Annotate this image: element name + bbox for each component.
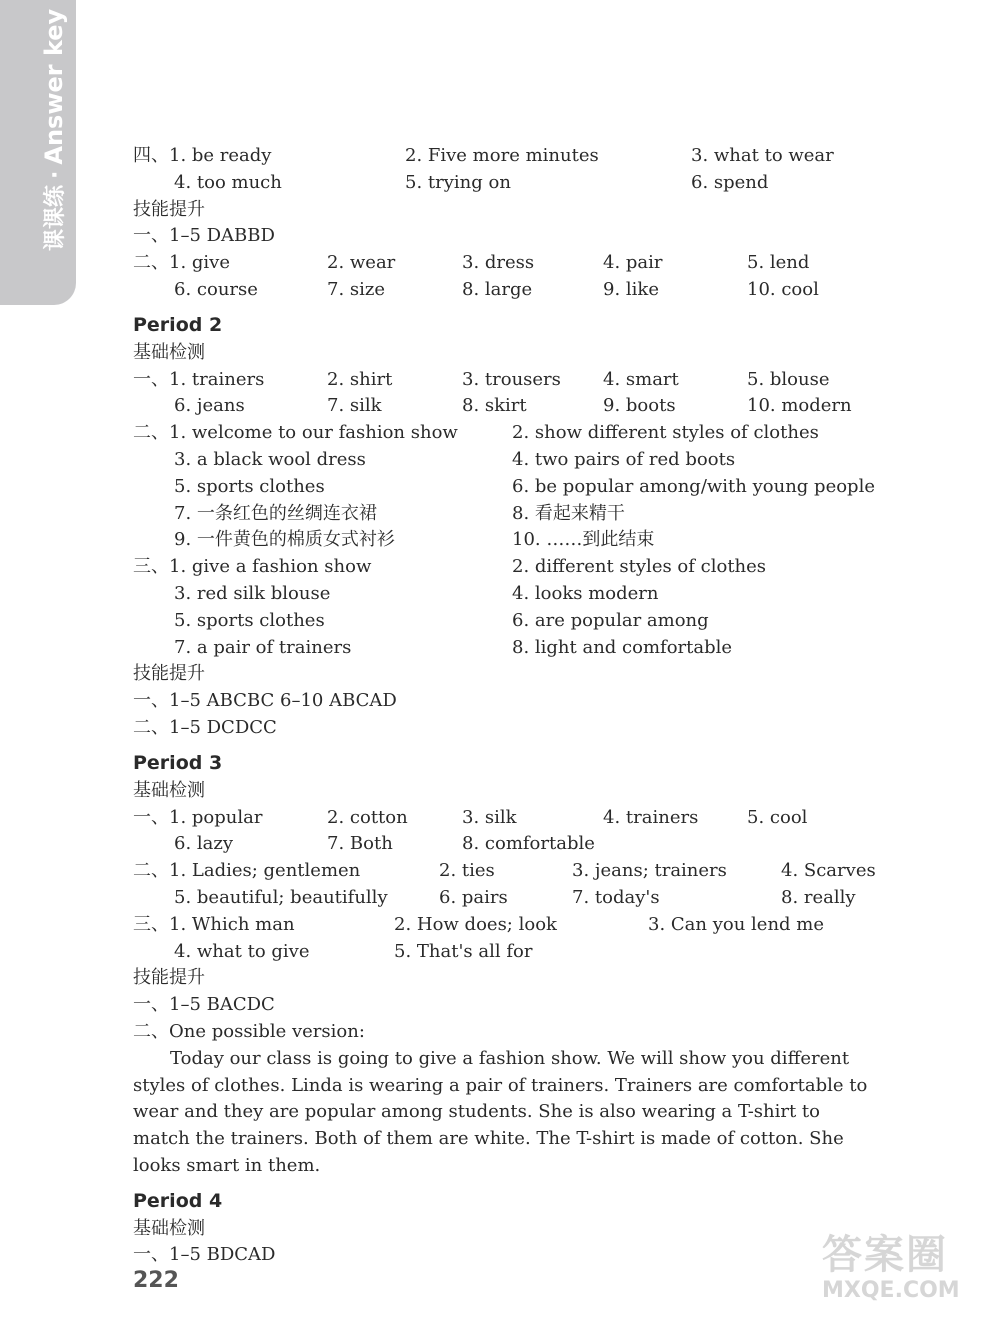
answer-item: 4. pair — [603, 252, 663, 274]
answer-item: 6. spend — [691, 171, 769, 193]
watermark-logo-text: 答案圈 — [822, 1232, 948, 1278]
answer-row — [133, 635, 873, 662]
answer-item: 4. Scarves — [781, 860, 876, 882]
answer-item: 2. Five more minutes — [405, 145, 599, 166]
answer-item: 一、1–5 BDCAD — [133, 1244, 276, 1266]
answer-item: 8. skirt — [462, 395, 527, 417]
answer-item: 3. silk — [462, 806, 517, 828]
answer-item: 10. cool — [747, 278, 819, 300]
answer-item: 8. light and comfortable — [512, 636, 733, 658]
answer-item: 二、One possible version: — [133, 1020, 365, 1042]
answer-item: 8. 看起来精干 — [512, 502, 625, 524]
answer-item: 2. cotton — [327, 806, 408, 828]
side-subtitle: Answer key — [40, 8, 68, 165]
answer-item: 一、1–5 BACDC — [133, 994, 275, 1016]
answer-item: 6. course — [174, 278, 258, 300]
answer-item: 一、1–5 DABBD — [133, 225, 275, 247]
answer-item: 7. a pair of trainers — [174, 636, 352, 658]
answer-item: 一、1–5 ABCBC 6–10 ABCAD — [133, 690, 397, 712]
answer-item: 一、1. popular — [133, 806, 263, 828]
watermark-url: MXQE.COM — [822, 1278, 960, 1303]
side-label — [38, 9, 69, 251]
answer-item: 5. That's all for — [394, 940, 533, 962]
watermark-logo — [822, 1232, 994, 1318]
answer-item: 4. too much — [174, 171, 282, 193]
answer-row — [133, 608, 873, 635]
answer-item: 7. today's — [572, 886, 660, 908]
section-label: 技能提升 — [133, 198, 205, 220]
answer-row — [133, 170, 873, 197]
answer-item: 5. sports clothes — [174, 475, 325, 497]
period-heading: Period 3 — [133, 751, 223, 774]
answer-row — [133, 501, 873, 528]
answer-row — [133, 554, 873, 581]
answer-item: 7. 一条红色的丝绸连衣裙 — [174, 502, 377, 524]
answer-item: 9. boots — [603, 395, 676, 417]
answer-item: 4. what to give — [174, 940, 310, 962]
answer-row — [133, 581, 873, 608]
answer-item: 5. blouse — [747, 368, 830, 390]
answer-item: 9. like — [603, 278, 659, 300]
answer-item: 6. are popular among — [512, 609, 709, 631]
answer-item: 四、1. be ready — [133, 145, 272, 166]
answer-item: 5. beautiful; beautifully — [174, 886, 388, 908]
section-label: 技能提升 — [133, 967, 205, 989]
answer-item: 7. size — [327, 278, 386, 300]
side-tab — [0, 0, 76, 305]
answer-row — [133, 393, 873, 420]
answer-row — [133, 831, 873, 858]
answer-item: 10. modern — [747, 395, 852, 417]
section-label: 基础检测 — [133, 779, 205, 801]
answer-item: 2. wear — [327, 252, 396, 274]
answer-row — [133, 447, 873, 474]
answer-row — [133, 1242, 873, 1269]
answer-row — [133, 992, 873, 1019]
answer-row — [133, 805, 873, 832]
side-separator: · — [43, 170, 68, 179]
answer-item: 6. lazy — [174, 833, 234, 855]
answer-item: 8. large — [462, 278, 533, 300]
answer-item: 3. red silk blouse — [174, 582, 331, 604]
answer-item: 5. lend — [747, 252, 810, 274]
answer-item: 3. jeans; trainers — [572, 860, 727, 882]
answer-item: 2. How does; look — [394, 913, 557, 935]
answer-item: 2. different styles of clothes — [512, 556, 767, 578]
answer-row — [133, 688, 873, 715]
answer-item: 2. show different styles of clothes — [512, 422, 819, 444]
answer-row — [133, 143, 873, 170]
answer-item: 3. dress — [462, 252, 535, 274]
answer-item: 2. shirt — [327, 368, 393, 390]
answer-item: 6. pairs — [439, 886, 508, 908]
answer-row — [133, 715, 873, 742]
section-label: 基础检测 — [133, 341, 205, 363]
page-number: 222 — [133, 1268, 179, 1293]
answer-item: 4. looks modern — [512, 582, 659, 604]
answer-item: 10. ……到此结束 — [512, 529, 655, 551]
answer-item: 6. be popular among/with young people — [512, 475, 875, 497]
period-heading: Period 2 — [133, 313, 223, 336]
answer-item: 三、1. give a fashion show — [133, 556, 372, 578]
answer-row — [133, 858, 876, 885]
answer-item: 3. Can you lend me — [648, 913, 825, 935]
period-heading: Period 4 — [133, 1189, 223, 1212]
answer-item: 7. silk — [327, 395, 382, 417]
answer-row — [133, 1019, 873, 1046]
answer-item: 3. a black wool dress — [174, 448, 366, 470]
answer-item: 9. 一件黄色的棉质女式衬衫 — [174, 529, 395, 551]
answer-row — [133, 912, 873, 939]
side-title: 课课练 — [43, 184, 68, 251]
answer-item: 4. two pairs of red boots — [512, 448, 736, 470]
answer-item: 二、1. welcome to our fashion show — [133, 422, 458, 444]
section-label: 基础检测 — [133, 1217, 205, 1239]
answer-item: 二、1. Ladies; gentlemen — [133, 860, 361, 882]
answer-item: 一、1. trainers — [133, 368, 265, 390]
answer-item: 4. smart — [603, 368, 679, 390]
answer-key-content — [133, 143, 876, 1269]
answer-item: 8. really — [781, 886, 856, 908]
answer-item: 4. trainers — [603, 806, 699, 828]
answer-item: 7. Both — [327, 833, 393, 855]
answer-item: 5. cool — [747, 806, 808, 828]
answer-row — [133, 885, 873, 912]
section-label: 技能提升 — [133, 663, 205, 685]
answer-item: 8. comfortable — [462, 833, 595, 855]
answer-item: 二、1–5 DCDCC — [133, 716, 277, 738]
answer-item: 5. sports clothes — [174, 609, 325, 631]
answer-row — [133, 250, 873, 277]
answer-row — [133, 474, 873, 501]
answer-row — [133, 939, 873, 966]
answer-row — [133, 223, 873, 250]
answer-item: 3. what to wear — [691, 145, 834, 166]
answer-item: 三、1. Which man — [133, 913, 295, 935]
answer-row — [133, 277, 873, 304]
answer-item: 二、1. give — [133, 252, 230, 274]
answer-item: 6. jeans — [174, 395, 245, 417]
answer-item: 5. trying on — [405, 171, 511, 193]
answer-row — [133, 527, 873, 554]
sample-essay: Today our class is going to give a fashion show. We will show you different styles of clothes. Linda is wearing a pair of trainers. Trainers are comfortable to wear and they are popular among students. She is also wearing a T-shirt to match the trainers. Both of them are white. The T-shirt is made of cotton. She looks smart in them. — [133, 1047, 868, 1176]
answer-row — [133, 420, 873, 447]
answer-item: 3. trousers — [462, 368, 561, 390]
answer-row — [133, 367, 873, 394]
answer-item: 2. ties — [439, 860, 495, 882]
